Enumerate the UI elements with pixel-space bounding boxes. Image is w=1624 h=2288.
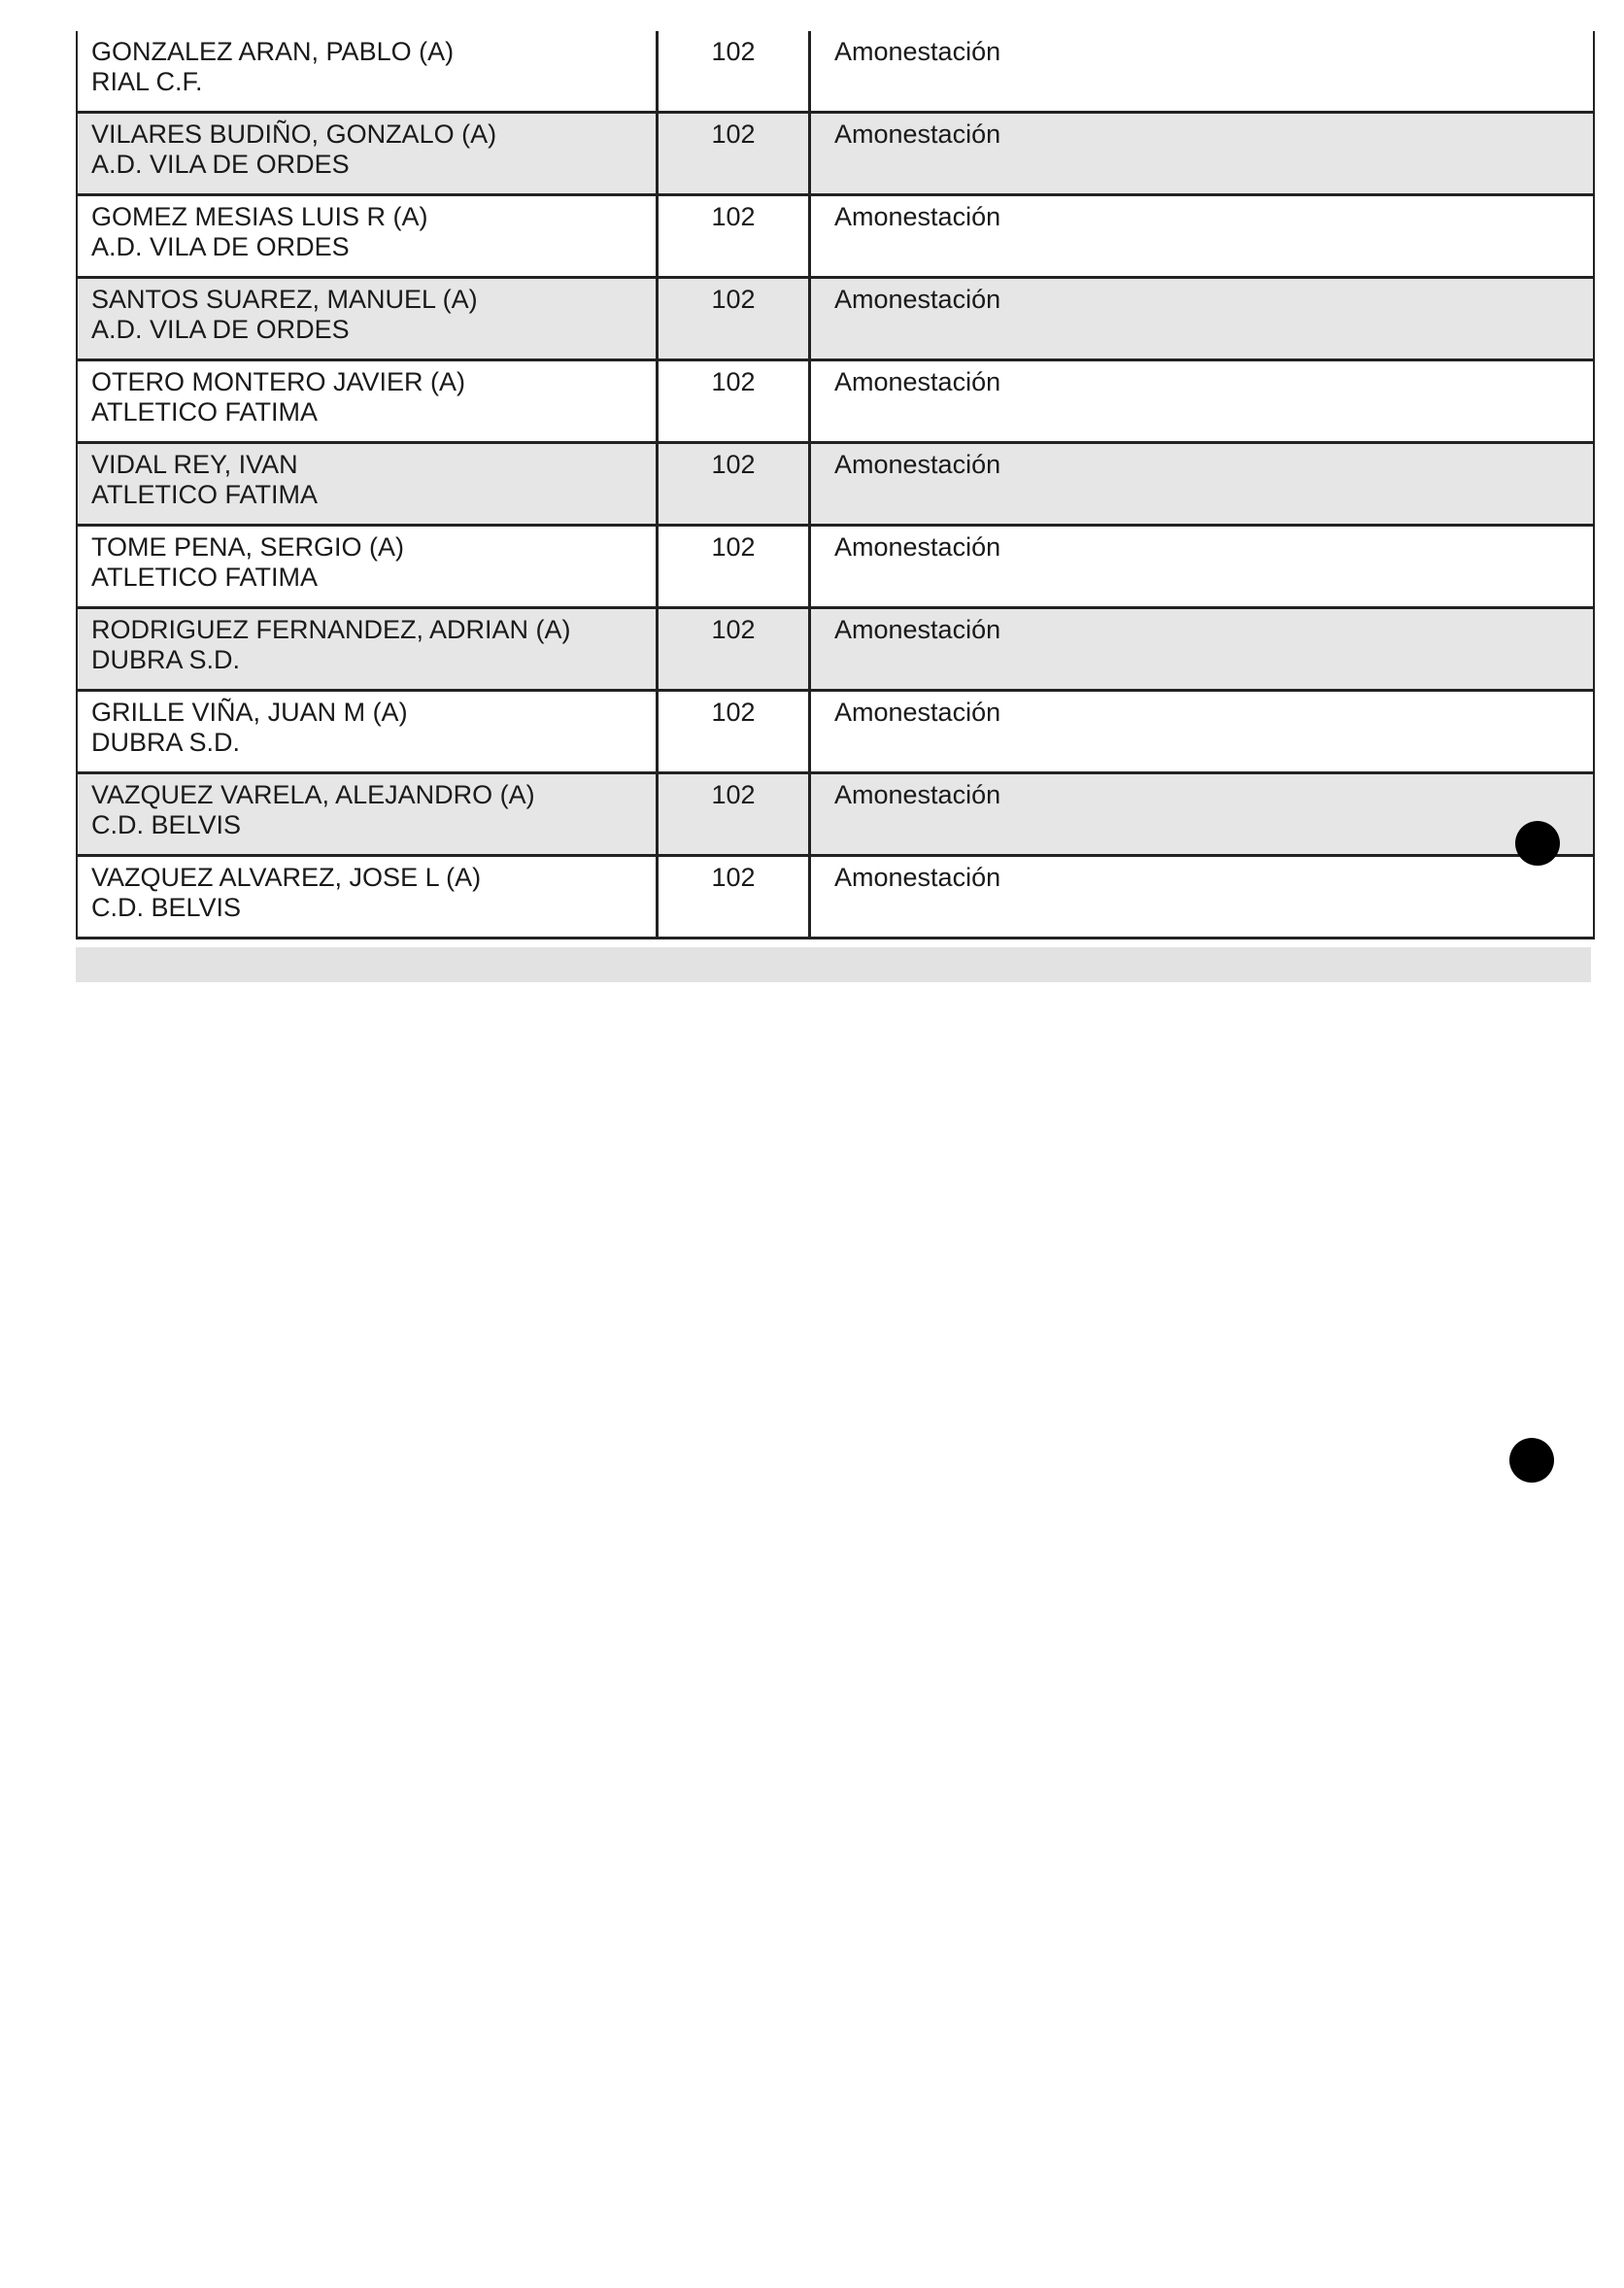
club-name: A.D. VILA DE ORDES (91, 150, 350, 179)
sanction-text: Amonestación (834, 120, 1001, 149)
table-row (78, 279, 1593, 361)
article-code: 102 (659, 361, 811, 441)
club-name: RIAL C.F. (91, 67, 203, 96)
article-code: 102 (659, 31, 811, 111)
article-code: 102 (659, 527, 811, 606)
player-cell (78, 527, 659, 606)
player-name: RODRIGUEZ FERNANDEZ, ADRIAN (A) (91, 615, 571, 644)
table-row (78, 692, 1593, 774)
article-code: 102 (659, 774, 811, 854)
club-name: DUBRA S.D. (91, 728, 241, 757)
sanction-text: Amonestación (834, 780, 1001, 809)
player-name: VIDAL REY, IVAN (91, 450, 298, 479)
club-name: ATLETICO FATIMA (91, 397, 319, 427)
player-cell (78, 692, 659, 771)
table-row (78, 31, 1593, 114)
club-name: ATLETICO FATIMA (91, 563, 319, 592)
article-code: 102 (659, 279, 811, 359)
club-name: A.D. VILA DE ORDES (91, 315, 350, 344)
club-name: ATLETICO FATIMA (91, 480, 319, 509)
article-code: 102 (659, 857, 811, 937)
table-row (78, 361, 1593, 444)
club-name: DUBRA S.D. (91, 645, 241, 674)
player-cell (78, 361, 659, 441)
player-name: TOME PENA, SERGIO (A) (91, 532, 405, 562)
table-footer-band (76, 947, 1591, 982)
player-cell (78, 31, 659, 111)
player-cell (78, 279, 659, 359)
sanctions-table (76, 31, 1595, 939)
sanction-text: Amonestación (834, 285, 1001, 314)
player-name: OTERO MONTERO JAVIER (A) (91, 367, 466, 396)
player-cell (78, 857, 659, 937)
player-cell (78, 444, 659, 524)
article-code: 102 (659, 444, 811, 524)
player-name: GRILLE VIÑA, JUAN M (A) (91, 698, 408, 727)
article-code: 102 (659, 692, 811, 771)
punch-hole-mark (1515, 821, 1560, 866)
sanction-text: Amonestación (834, 367, 1001, 396)
player-cell (78, 774, 659, 854)
sanction-text: Amonestación (834, 37, 1001, 66)
sanction-text: Amonestación (834, 202, 1001, 231)
table-row (78, 196, 1593, 279)
article-code: 102 (659, 609, 811, 689)
club-name: A.D. VILA DE ORDES (91, 232, 350, 261)
article-code: 102 (659, 196, 811, 276)
player-cell (78, 196, 659, 276)
punch-hole-mark (1509, 1438, 1554, 1483)
sanction-text: Amonestación (834, 863, 1001, 892)
player-name: SANTOS SUAREZ, MANUEL (A) (91, 285, 478, 314)
table-row (78, 774, 1593, 857)
player-cell (78, 114, 659, 193)
player-name: VILARES BUDIÑO, GONZALO (A) (91, 120, 497, 149)
sanction-text: Amonestación (834, 615, 1001, 644)
table-row (78, 527, 1593, 609)
table-row (78, 609, 1593, 692)
club-name: C.D. BELVIS (91, 810, 242, 839)
player-name: VAZQUEZ VARELA, ALEJANDRO (A) (91, 780, 535, 809)
player-name: GOMEZ MESIAS LUIS R (A) (91, 202, 428, 231)
player-name: VAZQUEZ ALVAREZ, JOSE L (A) (91, 863, 482, 892)
player-cell (78, 609, 659, 689)
sanction-text: Amonestación (834, 532, 1001, 562)
table-row (78, 114, 1593, 196)
club-name: C.D. BELVIS (91, 893, 242, 922)
table-row (78, 444, 1593, 527)
sanction-text: Amonestación (834, 698, 1001, 727)
sanction-text: Amonestación (834, 450, 1001, 479)
table-row (78, 857, 1593, 939)
article-code: 102 (659, 114, 811, 193)
player-name: GONZALEZ ARAN, PABLO (A) (91, 37, 455, 66)
